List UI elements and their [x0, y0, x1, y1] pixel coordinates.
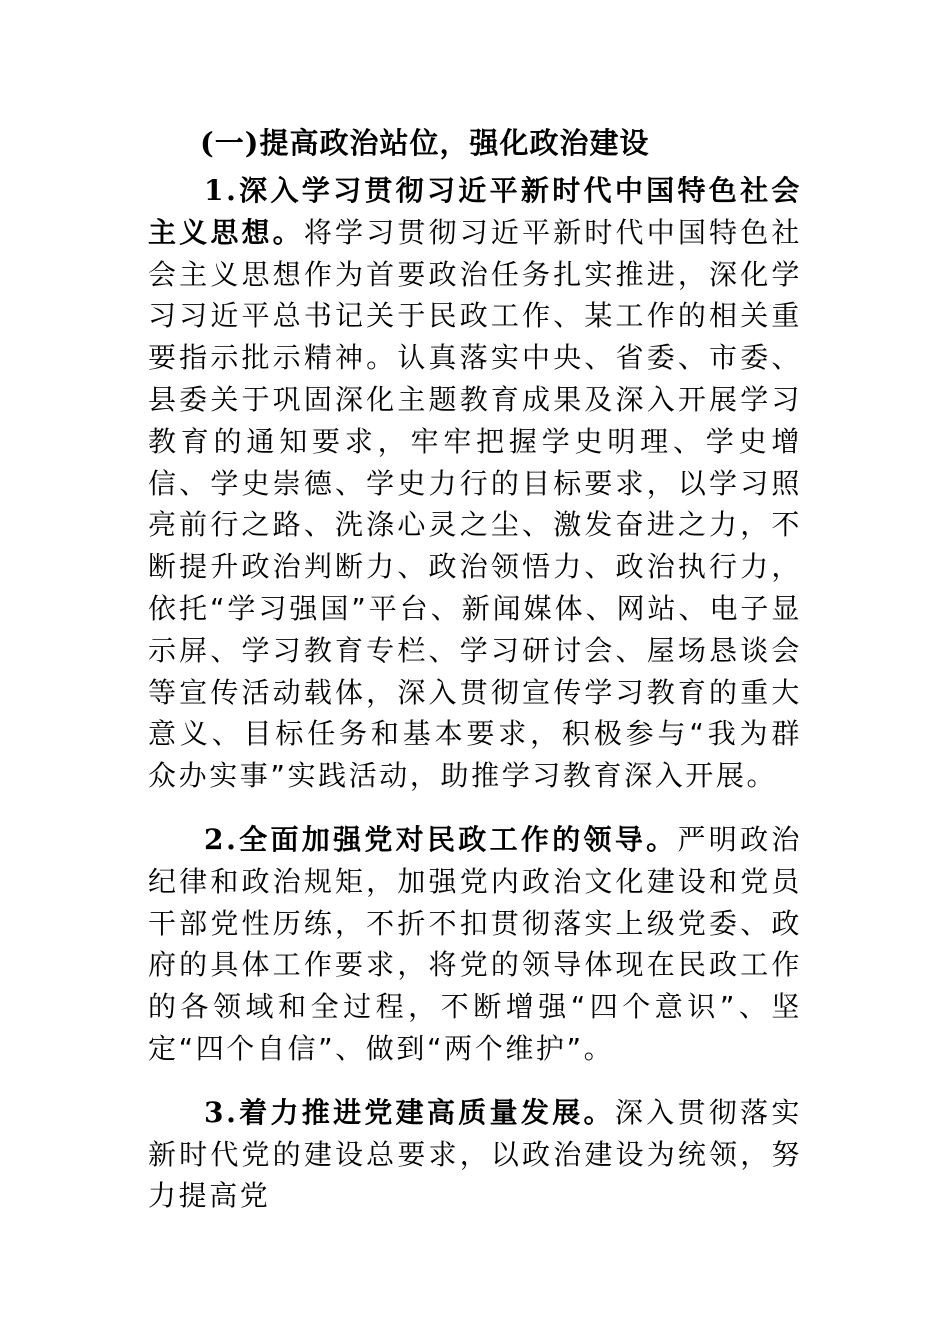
- paragraph-3-lead: 3.着力推进党建高质量发展。: [204, 1095, 615, 1129]
- paragraph-1-body: 将学习贯彻习近平新时代中国特色社会主义思想作为首要政治任务扎实推进，深化学习习近平总书记关于民政工作、某工作的相关重要指示批示精神。认真落实中央、省委、市委、县委关于巩固深化主题教育成果及深入开展学习教育的通知要求，牢牢把握学史明理、学史增信、学史崇德、学史力行的目标要求，以学习照亮前行之路、洗涤心灵之尘、激发奋进之力，不断提升政治判断力、政治领悟力、政治执行力，依托“学习强国”平台、新闻媒体、网站、电子显示屏、学习教育专栏、学习研讨会、屋场恳谈会等宣传活动载体，深入贯彻宣传学习教育的重大意义、目标任务和基本要求，积极参与“我为群众办实事”实践活动，助推学习教育深入开展。: [148, 215, 802, 793]
- paragraph-2-lead: 2.全面加强党对民政工作的领导。: [204, 822, 678, 856]
- paragraph-1: [148, 170, 802, 797]
- paragraph-3-body: 深入贯彻落实新时代党的建设总要求，以政治建设为统领，努力提高党: [148, 1095, 802, 1213]
- section-heading: (一)提高政治站位，强化政治建设: [200, 126, 650, 160]
- paragraph-3: [148, 1092, 802, 1217]
- paragraph-2-body: 严明政治纪律和政治规矩，加强党内政治文化建设和党员干部党性历练，不折不扣贯彻落实上级党委、政府的具体工作要求，将党的领导体现在民政工作的各领域和全过程，不断增强“四个意识”、坚定“四个自信”、做到“两个维护”。: [148, 822, 802, 1065]
- paragraph-2: [148, 819, 802, 1070]
- document-page: [148, 116, 802, 1217]
- paragraph-1-lead: 1.深入学习贯彻习近平新时代中国特色社会主义思想。: [148, 174, 802, 249]
